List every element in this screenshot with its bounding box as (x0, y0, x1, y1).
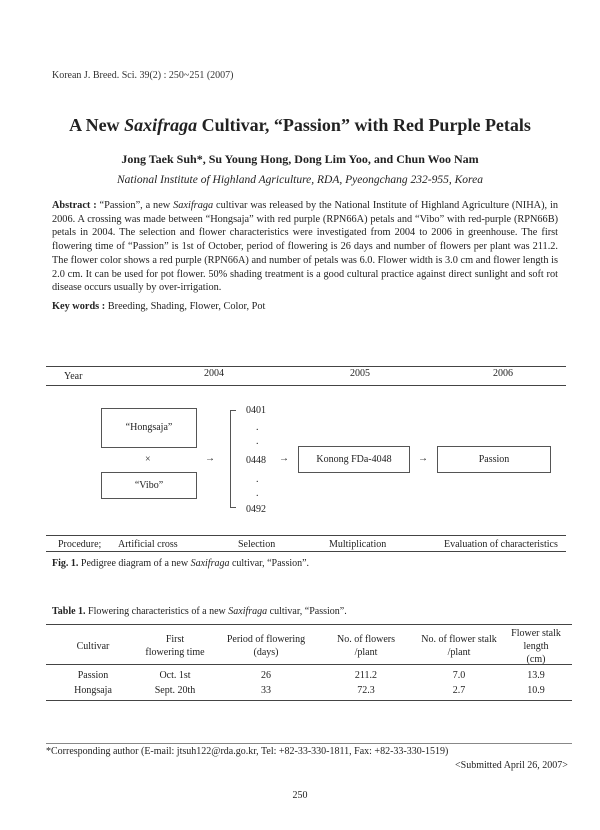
bracket-bottom-tick (230, 507, 236, 508)
multiplication-line-box (298, 446, 410, 473)
title-genus: Saxifraga (124, 115, 198, 135)
table-cell: 211.2 (354, 670, 378, 681)
journal-reference: Korean J. Breed. Sci. 39(2) : 250~251 (2007) (52, 70, 234, 81)
line-0448: 0448 (246, 455, 266, 466)
table-bottom-rule (46, 700, 572, 701)
procedure-multiplication: Multiplication (329, 539, 387, 550)
figure-caption-label: Fig. 1. (52, 558, 79, 569)
cultivar-passion-label: Passion (478, 454, 510, 465)
bracket-top-tick (230, 410, 236, 411)
line-dot-4: . (256, 488, 259, 499)
table-cell: Passion (77, 670, 109, 681)
procedure-selection: Selection (238, 539, 276, 550)
keywords-text: Breeding, Shading, Flower, Color, Pot (105, 301, 266, 312)
selection-bracket (230, 410, 231, 508)
procedure-artificial-cross: Artificial cross (118, 539, 178, 550)
table-header-cultivar: Cultivar (76, 641, 110, 652)
figure-year-rule (46, 385, 566, 386)
authors: Jong Taek Suh*, Su Young Hong, Dong Lim Yoo, and Chun Woo Nam (121, 152, 479, 166)
table-caption (52, 606, 347, 617)
line-0401: 0401 (246, 405, 266, 416)
procedure-evaluation: Evaluation of characteristics (444, 539, 558, 550)
figure-procedure-rule (46, 535, 566, 536)
parent-hongsaja-box (101, 408, 197, 448)
arrow-multiplication-to-cultivar: → (418, 453, 428, 464)
title-prefix: A New (69, 115, 120, 135)
table-header-stalk-length: Flower stalk length (cm) (511, 628, 561, 665)
title-suffix: Cultivar, “Passion” with Red Purple Petals (201, 115, 531, 135)
table-header-rule (46, 664, 572, 665)
arrow-cross-to-selection: → (205, 453, 215, 464)
keywords-label: Key words : (52, 301, 106, 312)
table-cell: Oct. 1st (159, 670, 191, 681)
table-cell: 13.9 (527, 670, 545, 681)
table-cell: Hongsaja (74, 685, 112, 696)
keywords (52, 301, 265, 312)
table-cell: 10.9 (527, 685, 545, 696)
table-cell: Sept. 20th (154, 685, 196, 696)
table-top-rule (46, 624, 572, 625)
year-label: Year (64, 371, 83, 382)
submission-date: <Submitted April 26, 2007> (455, 760, 568, 771)
figure-top-rule (46, 366, 566, 367)
cultivar-passion-box (437, 446, 551, 473)
table-caption-text-2: cultivar, “Passion”. (267, 606, 347, 617)
year-2006: 2006 (493, 368, 513, 379)
parent-vibo-label: “Vibo” (134, 480, 164, 491)
table-caption-label: Table 1. (52, 606, 86, 617)
parent-vibo-box (101, 472, 197, 499)
procedure-label: Procedure; (58, 539, 102, 550)
cross-symbol: × (145, 454, 151, 465)
table-caption-text-1: Flowering characteristics of a new (85, 606, 229, 617)
line-0492: 0492 (246, 504, 266, 515)
year-2005: 2005 (350, 368, 370, 379)
figure-caption-text-1: Pedigree diagram of a new (78, 558, 191, 569)
table-header-flowers: No. of flowers /plant (336, 634, 396, 658)
table-cell: 26 (261, 670, 271, 681)
footnote-rule (46, 743, 572, 744)
figure-caption-text-2: cultivar, “Passion”. (229, 558, 310, 569)
abstract-text-1: “Passion”, a new (96, 200, 174, 211)
line-dot-2: . (256, 436, 259, 447)
paper-title (0, 115, 600, 136)
line-dot-1: . (256, 422, 259, 433)
figure-bottom-rule (46, 551, 566, 552)
corresponding-author-footnote: *Corresponding author (E-mail: jtsuh122@rda.go.kr, Tel: +82-33-330-1811, Fax: +82-33-330-1519) (46, 746, 449, 757)
table-cell: 72.3 (357, 685, 375, 696)
table-cell: 2.7 (452, 685, 466, 696)
abstract-label: Abstract : (52, 200, 97, 211)
parent-hongsaja-label: “Hongsaja” (125, 422, 173, 433)
affiliation: National Institute of Highland Agriculture, RDA, Pyeongchang 232-955, Korea (117, 174, 483, 186)
table-cell: 7.0 (452, 670, 466, 681)
abstract-text-2: cultivar was released by the National Institute of Highland Agriculture (NIHA), in 2006. A crossing was made between “Hongsaja” with red purple (RPN66A) petals and “Vibo” with red-purple (RPN66B) petals in 2004. The selection and flower characteristics were investigated from 2004 to 2006 in greenhouse. The first flowering time of “Passion” is 1st of October, period of flowering is 26 days and number of flowers per plant was 211.2. The flower color shows a red purple (RPN66A) and number of petals was 6.0. Flower width is 3.0 cm and flower length is 2.0 cm. It can be used for pot flower. 50% shading treatment is a good cultural practice against direct sunlight and soft rot disease occurs usually by over-irrigation. (52, 200, 558, 294)
figure-caption (52, 558, 309, 569)
arrow-selection-to-multiplication: → (279, 453, 289, 464)
table-caption-genus: Saxifraga (228, 606, 268, 617)
multiplication-line-label: Konong FDa-4048 (316, 454, 392, 465)
abstract (52, 199, 558, 295)
abstract-genus: Saxifraga (173, 200, 214, 211)
year-2004: 2004 (204, 368, 224, 379)
figure-caption-genus: Saxifraga (190, 558, 230, 569)
table-cell: 33 (261, 685, 271, 696)
table-header-flower-stalks: No. of flower stalk /plant (421, 634, 497, 658)
table-header-first-flowering: First flowering time (145, 634, 205, 658)
page-number: 250 (292, 790, 308, 801)
line-dot-3: . (256, 474, 259, 485)
table-header-period: Period of flowering (days) (226, 634, 306, 658)
